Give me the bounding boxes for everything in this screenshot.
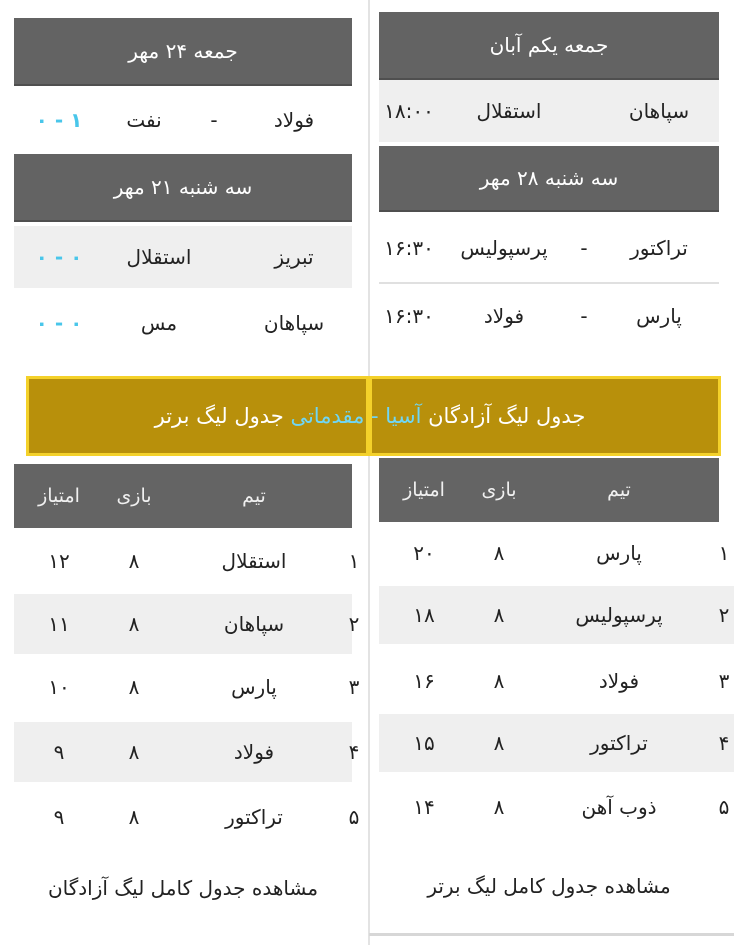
header-points: ﺍﻣﺘﯿﺎﺯ [38, 485, 80, 507]
match-row[interactable] [14, 90, 364, 150]
score-value: ۰ - ۰ [35, 311, 83, 335]
row-separator [379, 282, 719, 284]
match-date-title: ﺟﻤﻌﻪ ۲۴ ﻣﻬﺮ [128, 39, 238, 63]
table-row[interactable] [379, 524, 734, 582]
points-cell: ۱۴ [413, 795, 435, 819]
team-cell: ﺗﺮﺍﮐﺘﻮﺭ [590, 731, 648, 755]
team-away: ﻧﻔﺖ [126, 108, 162, 132]
played-cell: ۸ [128, 805, 140, 829]
played-cell: ۸ [128, 612, 140, 636]
full-table-link[interactable]: ﻣﺸﺎﻫﺪﻩ ﺟﺪﻭﻝ ﮐﺎﻣﻞ ﻟﯿﮓ ﺑﺮﺗﺮ [427, 874, 671, 898]
rank-cell: ۲ [718, 603, 730, 627]
points-cell: ۹ [53, 805, 65, 829]
match-score [14, 226, 104, 288]
table-row[interactable] [14, 594, 352, 654]
match-date-header [379, 12, 719, 80]
team-home: ﺍﺳﺘﻘﻼﻝ [476, 99, 542, 123]
banner-text[interactable] [90, 400, 650, 432]
match-row[interactable] [379, 220, 719, 276]
table-row[interactable] [379, 652, 734, 710]
header-team: ﺗﯿﻢ [242, 485, 266, 507]
match-date-title: ﺟﻤﻌﻪ ﯾﮑﻢ ﺁﺑﺎﻥ [489, 33, 609, 57]
team-cell: ﭘﺎﺭﺱ [596, 541, 642, 565]
played-cell: ۸ [493, 603, 505, 627]
header-played: ﺑﺎﺯﯼ [481, 479, 517, 501]
table-row[interactable] [379, 778, 734, 836]
team-cell: ﻓﻮﻻﺩ [598, 669, 640, 693]
match-group-header [379, 146, 719, 212]
full-table-link[interactable]: ﻣﺸﺎﻫﺪﻩ ﺟﺪﻭﻝ ﮐﺎﻣﻞ ﻟﯿﮓ ﺁﺯﺍﺩﮔﺎﻥ [47, 876, 319, 900]
table-row[interactable] [379, 586, 734, 644]
team-a: ﺗﺒﺮﯾﺰ [274, 245, 314, 269]
table-row[interactable] [14, 532, 364, 590]
played-cell: ۸ [128, 549, 140, 573]
rank-cell: ۵ [718, 795, 730, 819]
banner-prefix: ﺟﺪﻭﻝ ﻟﯿﮓ ﺑﺮﺗﺮ [154, 404, 284, 428]
played-cell: ۸ [493, 731, 505, 755]
team-cell: ﺫﻭﺏ ﺁﻫﻦ [581, 795, 657, 819]
dash: - [580, 236, 588, 260]
points-cell: ۱۰ [48, 675, 70, 699]
team-cell: ﺳﭙﺎﻫﺎﻥ [223, 612, 285, 636]
header-team: ﺗﯿﻢ [607, 479, 631, 501]
rank-cell: ۲ [348, 612, 360, 636]
table-row[interactable] [379, 714, 734, 772]
played-cell: ۸ [493, 541, 505, 565]
match-time: ۱۶:۳۰ [384, 304, 434, 328]
team-away: ﺳﭙﺎﻫﺎﻥ [628, 99, 690, 123]
rank-cell: ۴ [348, 740, 360, 764]
table-row[interactable] [14, 722, 352, 782]
played-cell: ۸ [493, 795, 505, 819]
points-cell: ۱۵ [413, 731, 435, 755]
rank-cell: ۵ [348, 805, 360, 829]
right-column [369, 0, 734, 945]
match-row[interactable] [14, 292, 352, 354]
match-score [14, 90, 104, 150]
team-cell: ﺗﺮﺍﮐﺘﻮﺭ [225, 805, 283, 829]
match-row[interactable] [379, 288, 719, 344]
team-b: ﻓﻮﻻﺩ [483, 304, 525, 328]
match-group-title: ﺳﻪ ﺷﻨﺒﻪ ۲۸ ﻣﻬﺮ [479, 166, 619, 190]
bottom-border [369, 933, 734, 936]
match-score [14, 292, 104, 354]
rank-cell: ۴ [718, 731, 730, 755]
table-row[interactable] [14, 658, 364, 716]
points-cell: ۹ [53, 740, 65, 764]
team-cell: ﺍﺳﺘﻘﻼﻝ [221, 549, 287, 573]
points-cell: ۲۰ [413, 541, 435, 565]
team-home: ﻓﻮﻻﺩ [273, 108, 315, 132]
team-a: ﺳﭙﺎﻫﺎﻥ [263, 311, 325, 335]
dash: - [210, 108, 218, 132]
dash: - [580, 304, 588, 328]
match-date-header [14, 18, 352, 86]
rank-cell: ۳ [718, 669, 730, 693]
rank-cell: ۳ [348, 675, 360, 699]
score-value: ۰ - ۰ [35, 245, 83, 269]
match-group-header [14, 154, 352, 222]
score-value: ۱ - ۰ [35, 108, 83, 132]
points-cell: ۱۸ [413, 603, 435, 627]
match-group-title: ﺳﻪ ﺷﻨﺒﻪ ۲۱ ﻣﻬﺮ [113, 175, 253, 199]
standings-header [14, 464, 352, 528]
match-row[interactable] [14, 226, 352, 288]
points-cell: ۱۱ [48, 612, 70, 636]
standings-header [379, 458, 719, 522]
team-b: ﭘﺮﺳﭙﻮﻟﯿﺲ [460, 236, 548, 260]
points-cell: ۱۲ [48, 549, 70, 573]
table-row[interactable] [14, 788, 364, 846]
match-row[interactable] [379, 80, 719, 142]
played-cell: ۸ [128, 675, 140, 699]
header-points: ﺍﻣﺘﯿﺎﺯ [403, 479, 445, 501]
team-cell: ﭘﺮﺳﭙﻮﻟﯿﺲ [575, 603, 663, 627]
match-time: ۱۶:۳۰ [384, 236, 434, 260]
banner-middle: ﺁﺳﯿﺎ - ﻣﻘﺪﻣﺎﺗﯽ [290, 404, 422, 428]
team-cell: ﻓﻮﻻﺩ [233, 740, 275, 764]
played-cell: ۸ [493, 669, 505, 693]
team-a: ﺗﺮﺍﮐﺘﻮﺭ [630, 236, 688, 260]
team-b: ﺍﺳﺘﻘﻼﻝ [126, 245, 192, 269]
team-cell: ﭘﺎﺭﺱ [231, 675, 277, 699]
banner-suffix: ﺟﺪﻭﻝ ﻟﯿﮓ ﺁﺯﺍﺩﮔﺎﻥ [428, 404, 586, 428]
header-played: ﺑﺎﺯﯼ [116, 485, 152, 507]
team-b: ﻣﺲ [140, 311, 178, 335]
rank-cell: ۱ [718, 541, 730, 565]
match-time: ۱۸:۰۰ [384, 99, 434, 123]
team-a: ﭘﺎﺭﺱ [636, 304, 682, 328]
played-cell: ۸ [128, 740, 140, 764]
points-cell: ۱۶ [413, 669, 435, 693]
rank-cell: ۱ [348, 549, 360, 573]
